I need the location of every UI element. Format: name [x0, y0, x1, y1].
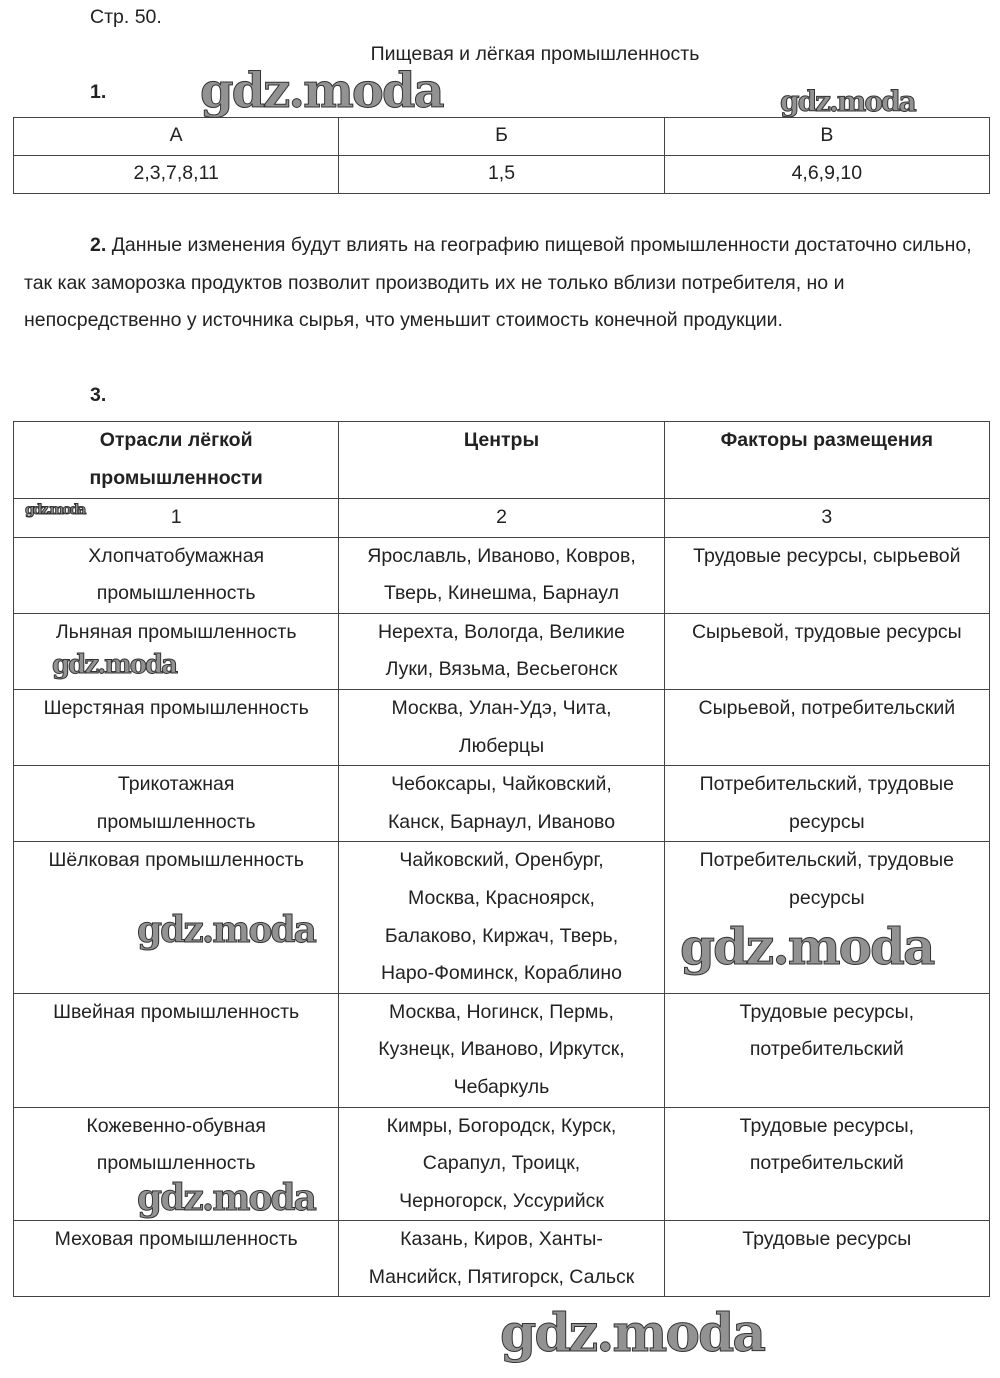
table-cell: [664, 1107, 989, 1221]
cell-line: Казань, Киров, Ханты-: [400, 1228, 603, 1251]
cell-line: Факторы размещения: [720, 429, 933, 451]
cell-line: Мансийск, Пятигорск, Сальск: [368, 1265, 635, 1288]
cell-line: Центры: [463, 429, 540, 451]
task-3-table: [13, 421, 990, 1297]
table-row: [14, 689, 990, 765]
cell-line: Кузнецк, Иваново, Иркутск,: [378, 1038, 625, 1061]
page-title: Пищевая и лёгкая промышленность: [370, 43, 700, 65]
cell-line: Потребительский, трудовые: [699, 773, 954, 796]
cell-line: ресурсы: [789, 886, 865, 909]
table-row: [14, 1107, 990, 1221]
table-header-row: [14, 118, 990, 156]
task-2-answer: [24, 227, 984, 340]
cell-line: Кожевенно-обувная: [86, 1114, 266, 1137]
column-number-cell: 3: [664, 499, 989, 538]
watermark-logo: gdz.moda: [137, 1177, 315, 1219]
cell-line: ресурсы: [789, 810, 865, 833]
cell-line: Трудовые ресурсы, сырьевой: [693, 544, 961, 567]
cell-line: Отрасли лёгкой: [99, 429, 253, 451]
cell-line: Сарапул, Троицк,: [422, 1152, 581, 1175]
table-cell: [339, 766, 664, 842]
cell-line: Меховая промышленность: [54, 1228, 298, 1251]
table-cell: [339, 613, 664, 689]
watermark-logo: gdz.moda: [52, 650, 177, 680]
table-cell: [664, 766, 989, 842]
table-row: [14, 993, 990, 1107]
table-cell: [14, 689, 339, 765]
table-cell: [14, 1221, 339, 1297]
task-2-number: 2.: [90, 234, 107, 256]
task-1-table: [13, 117, 990, 194]
watermark-logo: gdz.moda: [200, 63, 443, 119]
task-1-number: 1.: [90, 81, 107, 103]
cell-line: Чебаркуль: [453, 1075, 550, 1098]
cell-line: Шёлковая промышленность: [48, 849, 304, 872]
cell-line: Черногорск, Уссурийск: [399, 1189, 604, 1212]
table-cell: [14, 766, 339, 842]
cell-line: Люберцы: [458, 734, 545, 757]
table-cell: [14, 842, 339, 993]
watermark-logo: gdz.moda: [680, 917, 934, 976]
table-cell: [339, 1107, 664, 1221]
watermark-logo: gdz.moda: [25, 502, 85, 518]
table-cell: [339, 993, 664, 1107]
cell-line: Тверь, Кинешма, Барнаул: [383, 582, 620, 605]
column-number-cell: 1: [14, 499, 339, 538]
cell-line: Нерехта, Вологда, Великие: [377, 620, 625, 643]
cell-line: Канск, Барнаул, Иваново: [387, 810, 616, 833]
table-cell: [14, 613, 339, 689]
cell-line: Потребительский, трудовые: [699, 849, 954, 872]
value-cell-a: 2,3,7,8,11: [14, 156, 339, 194]
cell-line: Москва, Улан-Удэ, Чита,: [391, 696, 612, 719]
table-row: [14, 766, 990, 842]
cell-line: потребительский: [749, 1152, 904, 1175]
cell-line: Ярославль, Иваново, Ковров,: [367, 544, 636, 567]
header-cell-a: А: [14, 118, 339, 156]
cell-line: Чебоксары, Чайковский,: [391, 773, 612, 796]
table-cell: [14, 993, 339, 1107]
table-cell: [14, 1107, 339, 1221]
cell-line: Наро-Фоминск, Кораблино: [380, 962, 623, 985]
cell-line: Кимры, Богородск, Курск,: [386, 1114, 617, 1137]
column-number-cell: 2: [339, 499, 664, 538]
cell-line: промышленность: [96, 810, 256, 833]
cell-line: Луки, Вязьма, Весьегонск: [385, 658, 618, 681]
cell-line: Москва, Ногинск, Пермь,: [389, 1000, 614, 1023]
watermark-logo: gdz.moda: [780, 85, 915, 118]
cell-line: Москва, Красноярск,: [408, 886, 595, 909]
cell-line: Трудовые ресурсы: [742, 1228, 912, 1251]
table-cell: [664, 422, 989, 499]
cell-line: Льняная промышленность: [55, 620, 297, 643]
table-cell: [664, 993, 989, 1107]
cell-line: промышленности: [89, 466, 263, 489]
cell-line: Чайковский, Оренбург,: [399, 849, 604, 872]
cell-line: Трикотажная: [117, 773, 235, 796]
column-number-row: [14, 499, 990, 538]
table-header-row: [14, 422, 990, 499]
cell-line: промышленность: [96, 1152, 256, 1175]
table-cell: [14, 422, 339, 499]
watermark-logo: gdz.moda: [137, 909, 315, 951]
cell-line: Швейная промышленность: [53, 1000, 300, 1023]
cell-line: Трудовые ресурсы,: [739, 1114, 915, 1137]
table-cell: [339, 1221, 664, 1297]
value-cell-v: 4,6,9,10: [664, 156, 989, 194]
table-row: [14, 1221, 990, 1297]
table-cell: [664, 537, 989, 613]
table-cell: [664, 1221, 989, 1297]
watermark-logo: gdz.moda: [500, 1303, 765, 1364]
cell-line: потребительский: [749, 1038, 904, 1061]
table-cell: [664, 689, 989, 765]
cell-line: Шерстяная промышленность: [43, 696, 309, 719]
table-cell: [664, 613, 989, 689]
header-cell-v: В: [664, 118, 989, 156]
task-3-number: 3.: [90, 384, 107, 406]
table-cell: [14, 537, 339, 613]
cell-line: Трудовые ресурсы,: [739, 1000, 915, 1023]
table-cell: [664, 842, 989, 993]
table-row: [14, 537, 990, 613]
value-cell-b: 1,5: [339, 156, 664, 194]
cell-line: промышленность: [96, 582, 256, 605]
cell-line: Хлопчатобумажная: [88, 544, 265, 567]
table-cell: [339, 842, 664, 993]
cell-line: Сырьевой, потребительский: [698, 696, 956, 719]
page-label: Стр. 50.: [90, 6, 162, 28]
table-row: [14, 613, 990, 689]
table-row: [14, 842, 990, 993]
table-cell: [339, 537, 664, 613]
cell-line: Сырьевой, трудовые ресурсы: [691, 620, 962, 643]
header-cell-b: Б: [339, 118, 664, 156]
cell-line: Балаково, Киржач, Тверь,: [384, 924, 619, 947]
table-row: [14, 156, 990, 194]
table-cell: [339, 689, 664, 765]
table-cell: [339, 422, 664, 499]
task-2-text: Данные изменения будут влиять на географию пищевой промышленности достаточно сильно, так как заморозка продуктов позволит производить их не только вблизи потребителя, но и непосредственно у источника сырья, что уменьшит стоимость конечной продукции.: [24, 234, 972, 332]
